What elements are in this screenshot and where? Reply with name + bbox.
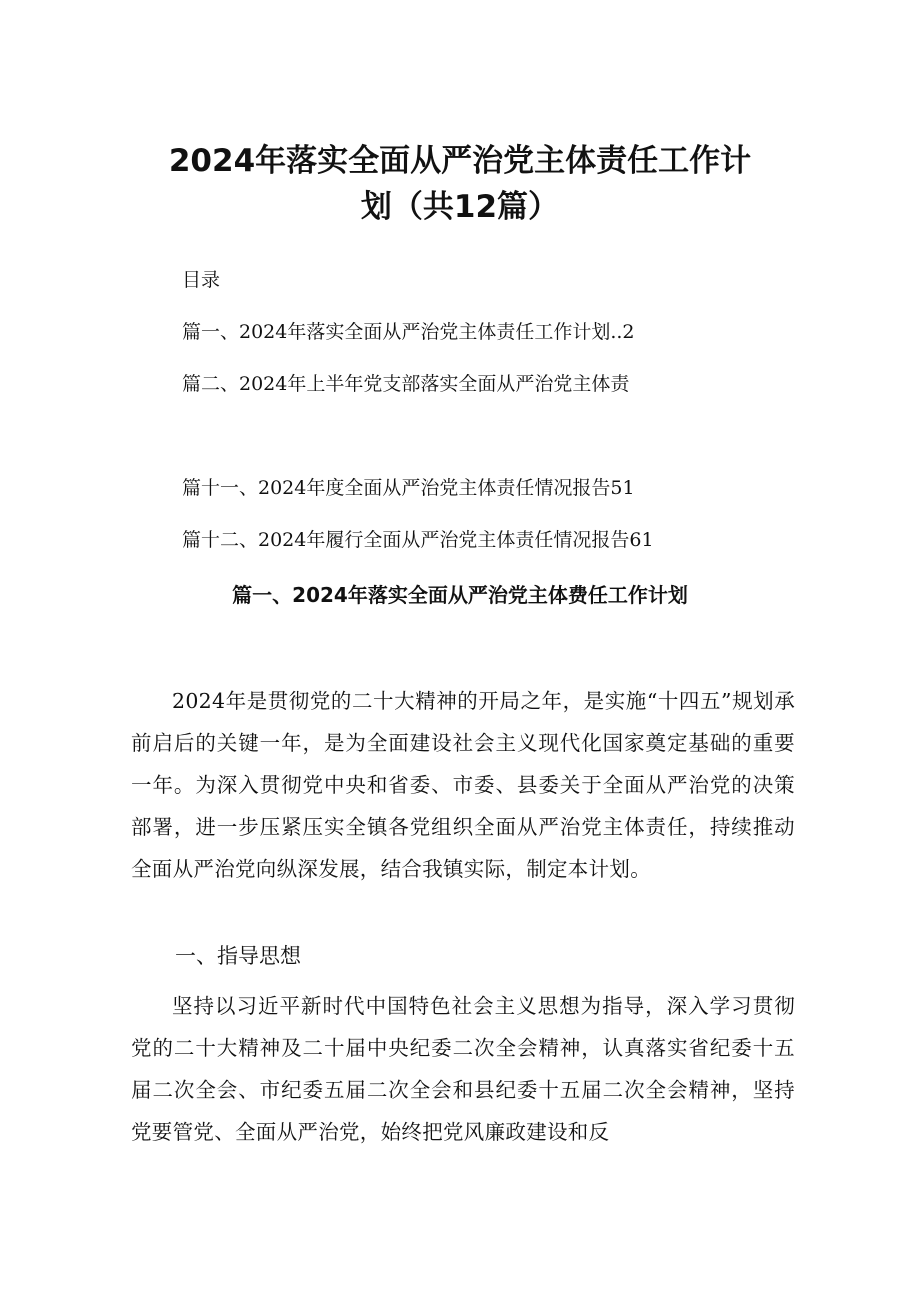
section-title: 篇一、2024年落实全面从严治党主体费任工作计划 [232, 583, 688, 607]
toc-item-12: 篇十二、2024年履行全面从严治党主体责任情况报告61 [182, 529, 654, 551]
document-title [140, 138, 780, 230]
document-title-line-2: 划（共12篇） [360, 189, 560, 225]
toc-heading: 目录 [182, 269, 221, 291]
document-title-line-1: 2024年落实全面从严治党主体责任工作计 [168, 143, 752, 179]
toc-item-2: 篇二、2024年上半年党支部落实全面从严治党主体责 [182, 373, 630, 395]
body-paragraph-1: 2024年是贯彻党的二十大精神的开局之年，是实施“十四五”规划承前启后的关键一年，是为全面建设社会主义现代化国家奠定基础的重要一年。为深入贯彻党中央和省委、市委、县委关于全面从严治党的决策部署，进一步压紧压实全镇各党组织全面从严治党主体责任，持续推动全面从严治党向纵深发展，结合我镇实际，制定本计划。 [131, 689, 795, 881]
toc-item-11: 篇十一、2024年度全面从严治党主体责任情况报告51 [182, 477, 635, 499]
body-paragraph-2: 坚持以习近平新时代中国特色社会主义思想为指导，深入学习贯彻党的二十大精神及二十届中央纪委二次全会精神，认真落实省纪委十五届二次全会、市纪委五届二次全会和县纪委十五届二次全会精神，坚持党要管党、全面从严治党，始终把党风廉政建设和反 [131, 994, 795, 1144]
subheading-guiding-ideology: 一、指导思想 [175, 944, 301, 968]
toc-item-1: 篇一、2024年落实全面从严治党主体责任工作计划..2 [182, 321, 635, 343]
